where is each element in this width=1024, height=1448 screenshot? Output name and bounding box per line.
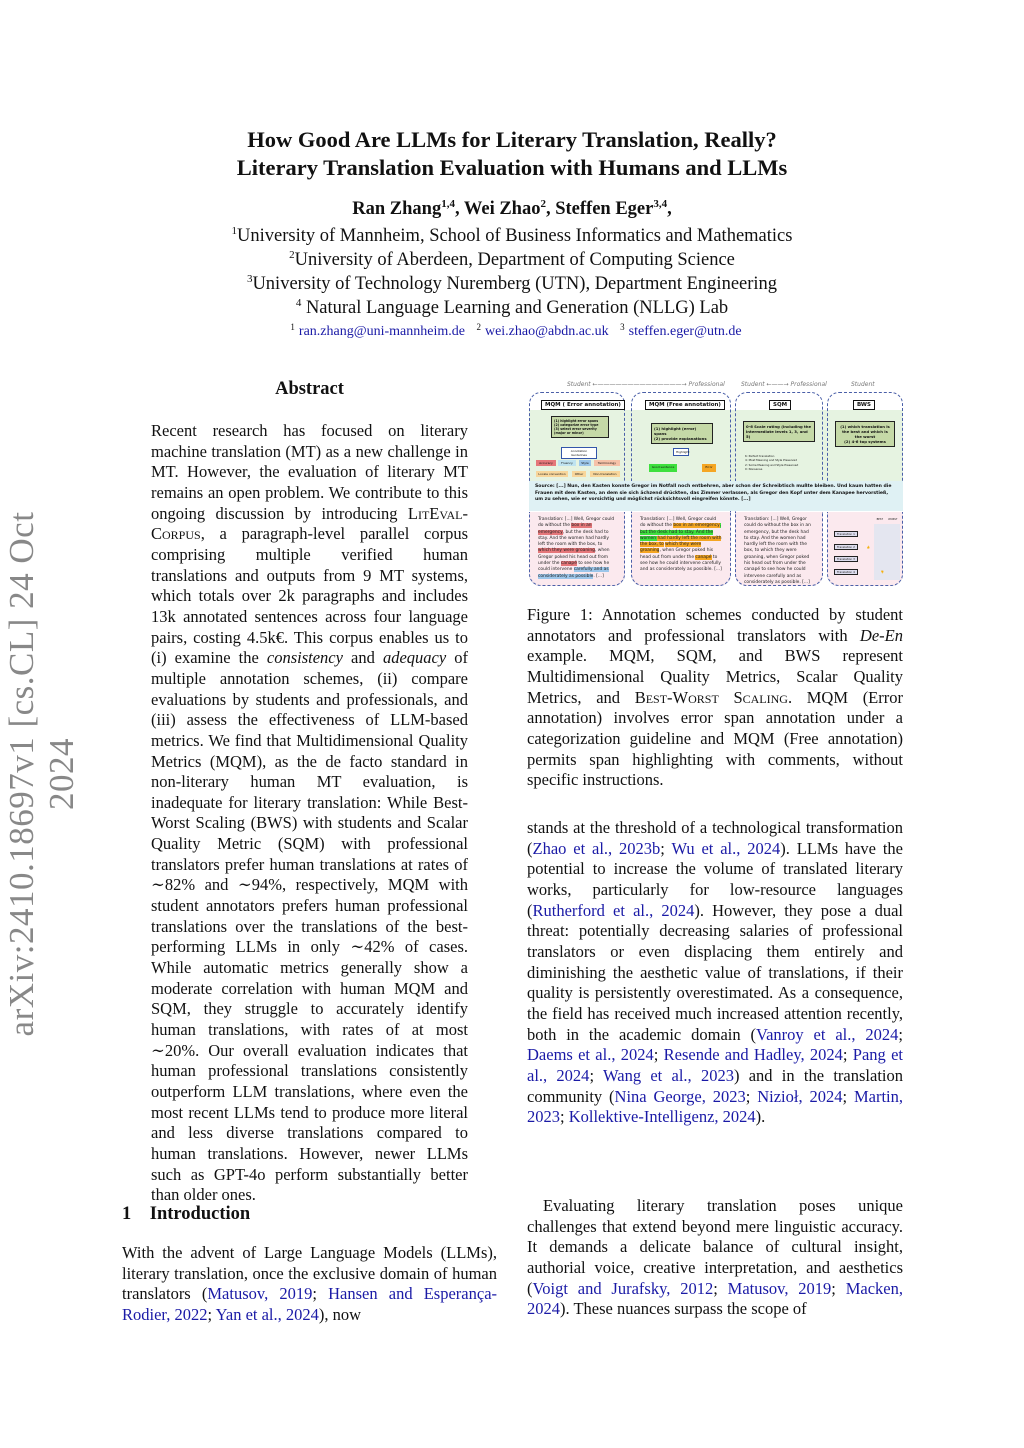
email-link[interactable]: steffen.eger@utn.de xyxy=(628,324,742,339)
citation-link[interactable]: Vanroy et al., 2024 xyxy=(756,1024,899,1044)
citation-link[interactable]: Macken, 2024 xyxy=(527,1278,903,1319)
figure-caption xyxy=(527,605,903,791)
affiliation: $^2$University of Aberdeen, Department of Computing Science xyxy=(289,249,735,270)
citation-link[interactable]: Kollektive-Intelligenz, 2024 xyxy=(568,1107,756,1127)
text-run: ; xyxy=(560,1107,569,1127)
text-run: example. MQM, SQM, and BWS represent Multidimensional Quality Metrics, Scalar Quality Metrics, and xyxy=(527,646,903,707)
text-run: ; xyxy=(842,1086,854,1106)
text-run: ; xyxy=(312,1284,329,1304)
figure-1-annotation-schemes: Student ←——————————————→ Professional Student ←——→ Professional Student MQM ( Error annotation) MQM (Free annotation) SQM BWS (1) highlight error spans (2) categorize error type (3) select error severity (major or minor) Annotation Guidelines Accuracy Fluency Style Terminology Locale convention Other Non-translation (1) highlight (error) spans (2) provide explanations Highlight Good sentence Error 0-6 Scale rating (including the intermediate levels 1, 3, and 5) 6: Perfect translation 4: Most Meaning and Style Preserved 2: Some Meaning and Style Preserved 0: Nonsense (1) which translation is the best and which is the worst (2) 4-6 top systems Source: [...] Nun, den Kasten konnte Gregor im Notfall noch entbehren, aber schon der Schreibtisch mußte bleiben. Und kaum hatten die Frauen mit dem Kasten, an dem sie sich ächzend drückten, das Zimmer verlassen, als Gregor den Kopf unter dem Kanapee hervorstieß, um zu sehen, wie er vorsichtig und möglichst rücksichtsvoll eingreifen könnte. [...] Translation: [...] Well, Gregor could do without the box in an emergency, but the desk had to stay. And the women had hardly left the room with the box, to which they were groaning, when Gregor poked his head out from under the canapé to see how he could intervene carefully and as considerately as possible. [...] Translation: [...] Well, Gregor could do without the box in an emergency, but the desk had to stay. And the women had hardly left the room with the box, to which they were groaning, when Gregor poked his head out from under the canapé to see how he could intervene carefully and as considerately as possible. [...] Translation: [...] Well, Gregor could do without the box in an emergency, but the desk had to stay. And the women had hardly left the room with the box, to which they were groaning, when Gregor poked his head out from under the canapé to see how he could intervene carefully and as considerately as possible. [...] BEST WORST Translation 1 Translation 2 👍 Translation 3 Translation 4 👎 xyxy=(527,378,905,590)
text-run: ). These nuances surpass the scope of xyxy=(560,1299,807,1319)
intro-paragraph xyxy=(122,1243,497,1326)
emails: $^1$ ran.zhang@uni-mannheim.de $^2$ wei.zhao@abdn.ac.uk $^3$ steffen.eger@utn.de xyxy=(290,322,742,339)
text-run: ; xyxy=(898,1024,903,1044)
text-run: . MQM (Error annotation) involves error span annotation under a categorization guideline and MQM (Free annotation) permits span highlighting with comments, without specific instructions. xyxy=(527,687,903,790)
text-run: and xyxy=(342,648,383,668)
citation-link[interactable]: Wang et al., 2023 xyxy=(603,1065,734,1085)
text-run: LitEval-Corpus xyxy=(151,503,468,544)
citation-link[interactable]: Voigt and Jurafsky, 2012 xyxy=(532,1278,714,1298)
email-link[interactable]: ran.zhang@uni-mannheim.de xyxy=(298,324,465,339)
citation-link[interactable]: Daems et al., 2024 xyxy=(527,1045,654,1065)
text-run: With the advent of Large Language Models (LLMs), literary translation, once the exclusive domain of human translators ( xyxy=(122,1243,497,1304)
authors: Ran Zhang$^{1,4}$, Wei Zhao$^2$, Steffen Eger$^{3,4}$, xyxy=(352,198,672,219)
citation-link[interactable]: Hansen and Esperança-Rodier, 2022 xyxy=(122,1284,498,1324)
citation-link[interactable]: Zhao et al., 2023b xyxy=(532,838,661,858)
text-run: Evaluating literary translation poses unique challenges that extend beyond mere linguistic accuracy. It demands a delicate balance of cultural insight, authorial voice, creative interpretation, and aesthetics ( xyxy=(527,1196,903,1298)
citation-link[interactable]: Martin, 2023 xyxy=(527,1086,903,1127)
text-run: ; xyxy=(589,1065,603,1085)
text-run: of multiple annotation schemes, (ii) compare evaluations by students and professionals, and (iii) assess the effectiveness of LLM-based metrics. We find that Multidimensional Quality Metrics (MQM), as the de facto standard in non-literary human MT evaluation, is inadequate for literary translation: While Best-Worst Scaling (BWS) with students and Scalar Quality Metric (SQM) with professional translators prefer human translations at rates of ∼82% and ∼94%, respectively, MQM with student annotators prefers human professional translations over the translations of the best-performing LLMs in only ∼42% of cases. While automatic metrics generally show a moderate correlation with human MQM and SQM, they struggle to accurately identify human translations, with rates of at most ∼20%. Our overall evaluation indicates that human professional translations consistently outperform LLM translations, where even the most recent LLMs tend to produce more literal and less diverse translations compared to human translations. However, newer LLMs such as GPT-4o perform substantially better than older ones. xyxy=(151,648,468,1205)
paper-title: How Good Are LLMs for Literary Translation, Really? Literary Translation Evaluation with Humans and LLMs xyxy=(236,127,788,180)
text-run: consistency xyxy=(266,648,343,668)
text-run: ). xyxy=(755,1107,766,1127)
sqm-levels: 6: Perfect translation 4: Most Meaning and Style Preserved 2: Some Meaning and Style Preserved 0: Nonsense xyxy=(745,454,799,472)
email-link[interactable]: wei.zhao@abdn.ac.uk xyxy=(484,324,609,339)
text-run: ). LLMs have the potential to increase the volume of translated literary works, particularly for low-resource languages ( xyxy=(527,838,904,920)
text-run: Figure 1: Annotation schemes conducted by student annotators and professional translators with xyxy=(527,605,903,645)
text-run: ). However, they pose a dual threat: potentially decreasing salaries of professional translators or even displacing them entirely and diminishing the aesthetic value of translations, if their quality is persistently overestimated. As a consequence, the field has received much increased attention recently, both in the academic domain ( xyxy=(527,900,903,1044)
abstract-body xyxy=(151,421,468,1206)
right-paragraph-1 xyxy=(527,818,903,1128)
text-run: , a paragraph-level parallel corpus comprising multiple verified human translations and outputs from 9 MT systems, which totals over 2k paragraphs and includes 13k annotated sentences across four language pairs, costing 4.5k€. This corpus enables us to (i) examine the xyxy=(151,524,468,668)
citation-link[interactable]: Matusov, 2019 xyxy=(727,1278,832,1298)
text-run: ), now xyxy=(318,1304,362,1324)
translation-mqm-error: Translation: [...] Well, Gregor could do without the box in an emergency, but the desk had to stay. And the women had hardly left the room with the box, to which they were groaning, when Gregor poked his head out from under the canapé to see how he could intervene carefully and as considerately as possible. [...] xyxy=(529,512,625,586)
citation-link[interactable]: Rutherford et al., 2024 xyxy=(532,900,695,920)
source-text: Source: [...] Nun, den Kasten konnte Gregor im Notfall noch entbehren, aber schon der Schreibtisch mußte bleiben. Und kaum hatten die Frauen mit dem Kasten, an dem sie sich ächzend drückten, das Zimmer verlassen, als Gregor den Kopf unter dem Kanapee hervorstieß, um zu sehen, wie er vorsichtig und möglichst rücksichtsvoll eingreifen könnte. [...] xyxy=(529,481,903,511)
citation-link[interactable]: Wu et al., 2024 xyxy=(671,838,781,858)
text-run: adequacy xyxy=(382,648,447,668)
citation-link[interactable]: Resende and Hadley, 2024 xyxy=(663,1045,843,1065)
text-run: ; xyxy=(842,1045,853,1065)
arxiv-identifier: arXiv:2410.18697v1 [cs.CL] 24 Oct 2024 xyxy=(2,511,81,1037)
text-run: stands at the threshold of a technological transformation ( xyxy=(527,818,903,858)
section-heading-introduction: 1 Introduction xyxy=(122,1204,251,1224)
text-run: Recent research has focused on literary machine translation (MT) as a new challenge in MT. However, the evaluation of literary MT remains an open problem. We contribute to this ongoing discussion by introducing xyxy=(151,421,468,523)
translation-mqm-free: Translation: [...] Well, Gregor could do without the box in an emergency, but the desk had to stay. And the women had hardly left the room with the box, to which they were groaning, when Gregor poked his head out from under the canapé to see how he could intervene carefully and as considerately as possible. [...] xyxy=(631,512,731,586)
text-run: ; xyxy=(653,1045,664,1065)
abstract-heading: Abstract xyxy=(275,379,344,399)
citation-link[interactable]: Yan et al., 2024 xyxy=(215,1304,319,1324)
text-run: ; xyxy=(660,838,672,858)
right-paragraph-2 xyxy=(527,1196,903,1320)
text-run: ; xyxy=(713,1278,728,1298)
text-run: De-En xyxy=(859,625,903,645)
citation-link[interactable]: Nina George, 2023 xyxy=(614,1086,746,1106)
affiliations xyxy=(0,224,1024,320)
citation-link[interactable]: Nizioł, 2024 xyxy=(757,1086,843,1106)
text-run: ) and in the translation community ( xyxy=(527,1065,903,1106)
text-run: ; xyxy=(831,1278,846,1298)
affiliation: $^3$University of Technology Nuremberg (UTN), Department Engineering xyxy=(246,273,778,294)
citation-link[interactable]: Matusov, 2019 xyxy=(207,1284,313,1304)
affiliation: $^1$University of Mannheim, School of Business Informatics and Mathematics xyxy=(231,225,793,246)
text-run: ; xyxy=(207,1304,216,1324)
translation-sqm: Translation: [...] Well, Gregor could do without the box in an emergency, but the desk had to stay. And the women had hardly left the room with the box, to which they were groaning, when Gregor poked his head out from under the canapé to see how he could intervene carefully and as considerately as possible. [...] xyxy=(735,512,823,586)
text-run: Best-Worst Scaling xyxy=(634,687,788,707)
text-run: ; xyxy=(745,1086,758,1106)
affiliation: $^4$ Natural Language Learning and Generation (NLLG) Lab xyxy=(295,297,729,318)
citation-link[interactable]: Pang et al., 2024 xyxy=(527,1045,903,1085)
bws-table: BEST WORST Translation 1 Translation 2 👍 Translation 3 Translation 4 👎 xyxy=(827,512,903,586)
